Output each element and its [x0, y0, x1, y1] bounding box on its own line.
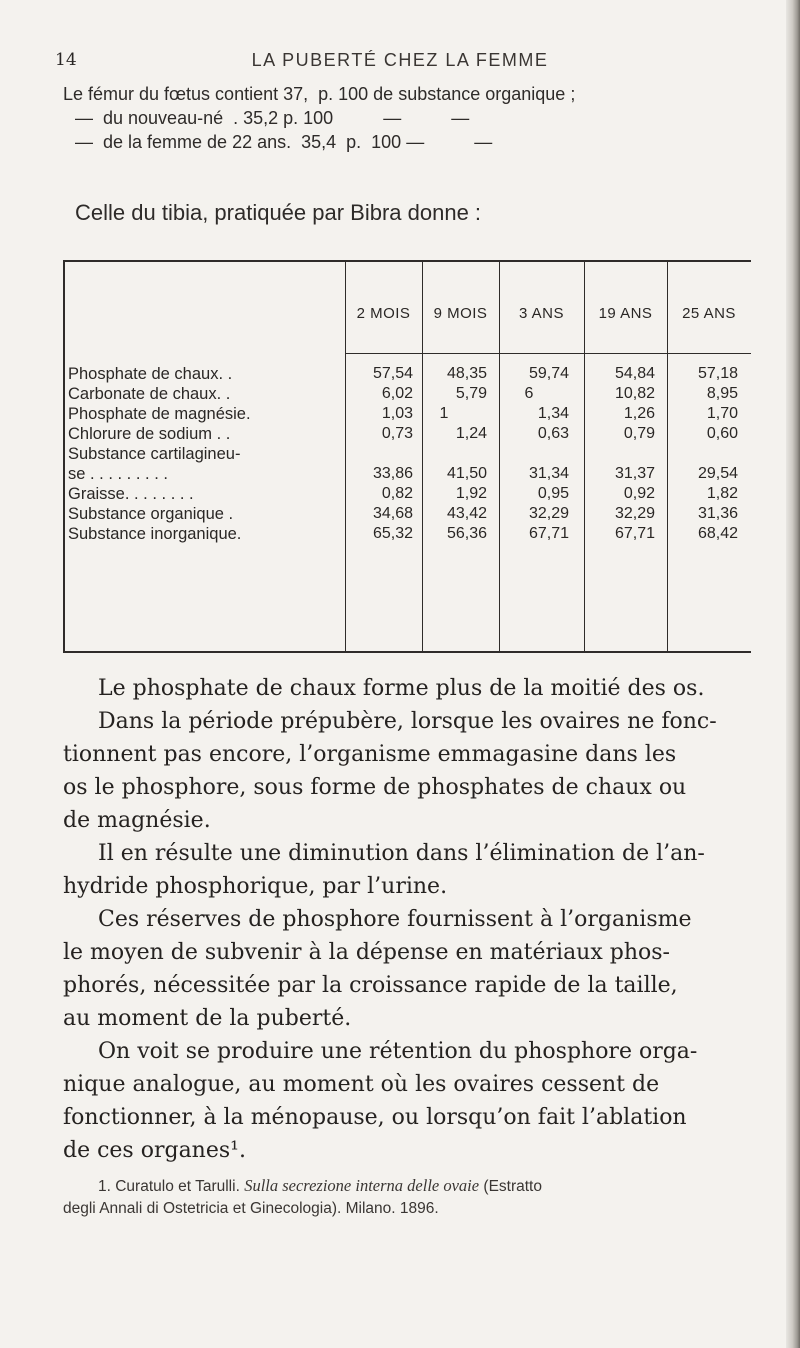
body-line: de ces organes¹. [63, 1138, 246, 1163]
column-header: 9 MOIS [433, 305, 488, 322]
intro-line: — du nouveau-né . 35,2 p. 100 — — [75, 108, 470, 128]
table-cell: 54,84 [614, 365, 655, 382]
body-line: os le phosphore, sous forme de phosphates de chaux ou [63, 775, 687, 800]
table-cell: 0,63 [537, 425, 569, 442]
column-header: 2 MOIS [356, 305, 411, 322]
body-line: de magnésie. [63, 808, 211, 833]
table-cell: 1,03 [381, 405, 413, 422]
table-cell: 10,82 [614, 385, 655, 402]
body-line: Dans la période prépubère, lorsque les ovaires ne fonc- [98, 709, 717, 734]
table-cell: 57,18 [697, 365, 738, 382]
composition-table [63, 260, 751, 652]
row-label: Carbonate de chaux. . [68, 385, 231, 403]
row-label: Phosphate de chaux. . [68, 365, 233, 383]
body-line: Ces réserves de phosphore fournissent à l’organisme [98, 907, 692, 932]
table-cell: 29,54 [697, 465, 738, 482]
body-line: le moyen de subvenir à la dépense en matériaux phos- [63, 940, 670, 965]
table-cell: 5,79 [455, 385, 487, 402]
table-cell: 57,54 [372, 365, 413, 382]
footnote-suffix: (Estratto [479, 1178, 542, 1195]
footnote-line-2: degli Annali di Ostetricia et Ginecologia). Milano. 1896. [63, 1200, 439, 1217]
footnote-line-1 [98, 1176, 542, 1196]
table-cell: 1,92 [455, 485, 487, 502]
body-line: nique analogue, au moment où les ovaires cessent de [63, 1072, 660, 1097]
table-cell: 32,29 [528, 505, 569, 522]
table-cell: 1,26 [623, 405, 655, 422]
table-cell: 34,68 [372, 505, 413, 522]
table-cell: 6,02 [381, 385, 413, 402]
row-label: Chlorure de sodium . . [68, 425, 231, 443]
table-cell: 0,82 [381, 485, 413, 502]
body-line: Il en résulte une diminution dans l’élimination de l’an- [98, 841, 705, 866]
table-cell: 33,86 [372, 465, 413, 482]
table-cell: 67,71 [528, 525, 569, 542]
row-label: Substance organique . [68, 505, 234, 523]
row-label: Substance cartilagineu- [68, 445, 241, 463]
table-cell: 31,37 [614, 465, 655, 482]
table-cell: 31,34 [528, 465, 569, 482]
body-line: On voit se produire une rétention du phosphore orga- [98, 1039, 698, 1064]
table-cell: 0,92 [623, 485, 655, 502]
running-title: LA PUBERTÉ CHEZ LA FEMME [251, 50, 549, 70]
table-intro: Celle du tibia, pratiquée par Bibra donne : [75, 200, 482, 225]
table-cell: 0,60 [706, 425, 738, 442]
table-cell: 41,50 [446, 465, 487, 482]
row-label: se . . . . . . . . . [68, 465, 168, 483]
table-cell: 68,42 [697, 525, 738, 542]
page-number: 14 [55, 50, 77, 70]
column-header: 25 ANS [682, 305, 736, 322]
table-cell: 65,32 [372, 525, 413, 542]
footnote-title: Sulla secrezione interna delle ovaie [244, 1176, 480, 1195]
table-cell: 32,29 [614, 505, 655, 522]
column-header: 19 ANS [598, 305, 653, 322]
table-cell: 8,95 [706, 385, 738, 402]
table-cell: 0,73 [381, 425, 413, 442]
table-cell: 48,35 [446, 365, 487, 382]
footnote-prefix: 1. Curatulo et Tarulli. [98, 1178, 245, 1195]
table-cell: 1,82 [706, 485, 738, 502]
row-label: Phosphate de magnésie. [68, 405, 251, 423]
table-cell: 56,36 [446, 525, 487, 542]
body-line: phorés, nécessitée par la croissance rapide de la taille, [63, 973, 678, 998]
table-cell: 6 [524, 385, 534, 402]
body-line: hydride phosphorique, par l’urine. [63, 874, 448, 899]
table-cell: 67,71 [614, 525, 655, 542]
body-line: au moment de la puberté. [63, 1006, 352, 1031]
table-cell: 59,74 [528, 365, 569, 382]
table-cell: 0,95 [537, 485, 569, 502]
table-cell: 1,24 [455, 425, 487, 442]
body-line: Le phosphate de chaux forme plus de la moitié des os. [98, 676, 705, 701]
table-cell: 1,34 [537, 405, 569, 422]
intro-line: Le fémur du fœtus contient 37, p. 100 de substance organique ; [63, 84, 576, 104]
page-edge-shadow [786, 0, 800, 1348]
column-header: 3 ANS [518, 305, 565, 322]
body-line: fonctionner, à la ménopause, ou lorsqu’on fait l’ablation [63, 1105, 687, 1130]
row-label: Substance inorganique. [68, 525, 242, 543]
table-cell: 1,70 [706, 405, 738, 422]
table-cell: 1 [439, 405, 449, 422]
body-line: tionnent pas encore, l’organisme emmagasine dans les [63, 742, 677, 767]
table-cell: 0,79 [623, 425, 655, 442]
intro-line: — de la femme de 22 ans. 35,4 p. 100 — — [75, 132, 493, 152]
table-cell: 31,36 [697, 505, 738, 522]
row-label: Graisse. . . . . . . . [68, 485, 194, 503]
table-cell: 43,42 [446, 505, 487, 522]
